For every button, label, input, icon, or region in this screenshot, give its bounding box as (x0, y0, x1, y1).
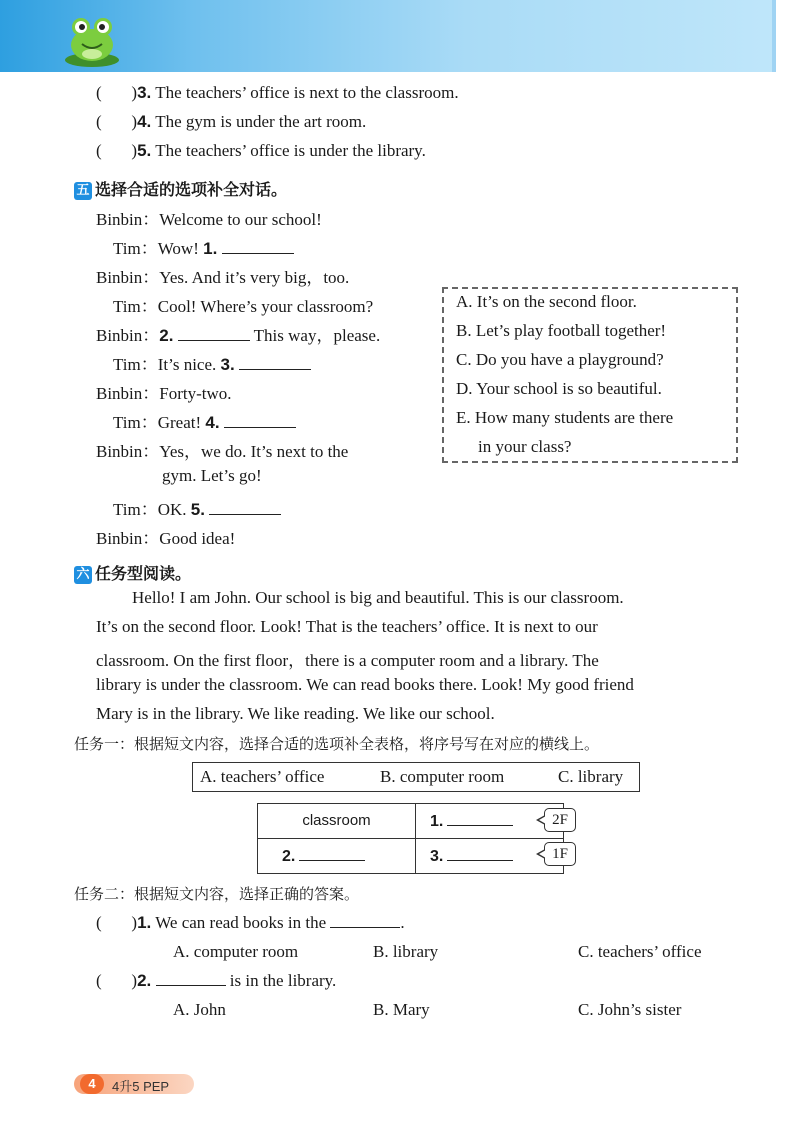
table-cell-1[interactable]: 1. (416, 804, 564, 839)
passage-line: It’s on the second floor. Look! That is the teachers’ office. It is next to our (96, 617, 598, 636)
task2-instruction: 任务二：根据短文内容，选择正确的答案。 (74, 885, 360, 903)
question-1-blank[interactable] (330, 913, 400, 928)
q1-option-c[interactable]: C. teachers’ office (578, 942, 702, 961)
option-c: C. Do you have a playground? (456, 350, 664, 369)
q1-option-a[interactable]: A. computer room (173, 942, 299, 961)
part4-item-5: ( )5. The teachers’ office is under the library. (96, 141, 426, 160)
choice-c: C. library (558, 767, 624, 786)
dialogue-line: Tim：It’s nice. 3. (113, 350, 311, 375)
q1-option-b[interactable]: B. library (373, 942, 439, 961)
question-2-blank[interactable] (156, 971, 226, 986)
dialogue-line: Tim：Great! 4. (113, 408, 296, 433)
passage-line: Mary is in the library. We like reading. We like our school. (96, 704, 495, 723)
table-cell-2[interactable]: 2. (258, 839, 416, 874)
dialogue-line: Binbin：Yes. And it’s very big，too. (96, 268, 350, 287)
answer-blank-4[interactable] (224, 413, 296, 428)
page-number: 4 (80, 1074, 104, 1094)
frog-mascot-icon (62, 12, 122, 68)
option-a: A. It’s on the second floor. (456, 292, 637, 311)
answer-blank-5[interactable] (209, 500, 281, 515)
task1-instruction: 任务一：根据短文内容，选择合适的选项补全表格，将序号写在对应的横线上。 (74, 735, 600, 753)
option-e: E. How many students are there (456, 408, 674, 427)
answer-blank-1[interactable] (222, 239, 294, 254)
dialogue-line: Binbin：Yes，we do. It’s next to the (96, 442, 349, 461)
table-cell-classroom: classroom (258, 804, 416, 839)
question-2: ( )2. is in the library. (96, 971, 337, 990)
section6-heading: 六 任务型阅读。 (74, 561, 191, 584)
q2-option-c[interactable]: C. John’s sister (578, 1000, 682, 1019)
floor-tag-1f: 1F (544, 842, 576, 866)
dialogue-line: Binbin：2. This way，please. (96, 326, 381, 345)
q2-option-a[interactable]: A. John (173, 1000, 226, 1019)
choice-b: B. computer room (380, 767, 505, 786)
answer-blank-3[interactable] (239, 355, 311, 370)
part4-item-4: ( )4. The gym is under the art room. (96, 112, 367, 131)
dialogue-line: Binbin：Forty-two. (96, 384, 232, 403)
question-1: ( )1. We can read books in the . (96, 913, 405, 932)
book-label: 4升5 PEP (112, 1079, 170, 1094)
table-cell-3[interactable]: 3. (416, 839, 564, 874)
section5-heading: 五 选择合适的选项补全对话。 (74, 177, 287, 200)
passage-line: Hello! I am John. Our school is big and beautiful. This is our classroom. (132, 588, 624, 607)
option-b: B. Let’s play football together! (456, 321, 667, 340)
dialogue-line: Binbin：Good idea! (96, 529, 236, 548)
dialogue-line: Tim：OK. 5. (113, 495, 281, 520)
dialogue-line: Tim：Cool! Where’s your classroom? (113, 297, 374, 316)
dialogue-line: gym. Let’s go! (162, 466, 262, 485)
answer-blank-2[interactable] (178, 326, 250, 341)
dialogue-line: Tim：Wow! 1. (113, 234, 294, 259)
option-e-cont: in your class? (478, 437, 572, 456)
dialogue-line: Binbin：Welcome to our school! (96, 210, 322, 229)
option-d: D. Your school is so beautiful. (456, 379, 662, 398)
floor-tag-2f: 2F (544, 808, 576, 832)
choice-a: A. teachers’ office (200, 767, 325, 786)
passage-line: classroom. On the first floor，there is a computer room and a library. The (96, 651, 599, 670)
floor-table (257, 803, 564, 874)
part4-item-3: ( )3. The teachers’ office is next to the classroom. (96, 83, 459, 102)
passage-line: library is under the classroom. We can read books there. Look! My good friend (96, 675, 634, 694)
q2-option-b[interactable]: B. Mary (373, 1000, 430, 1019)
